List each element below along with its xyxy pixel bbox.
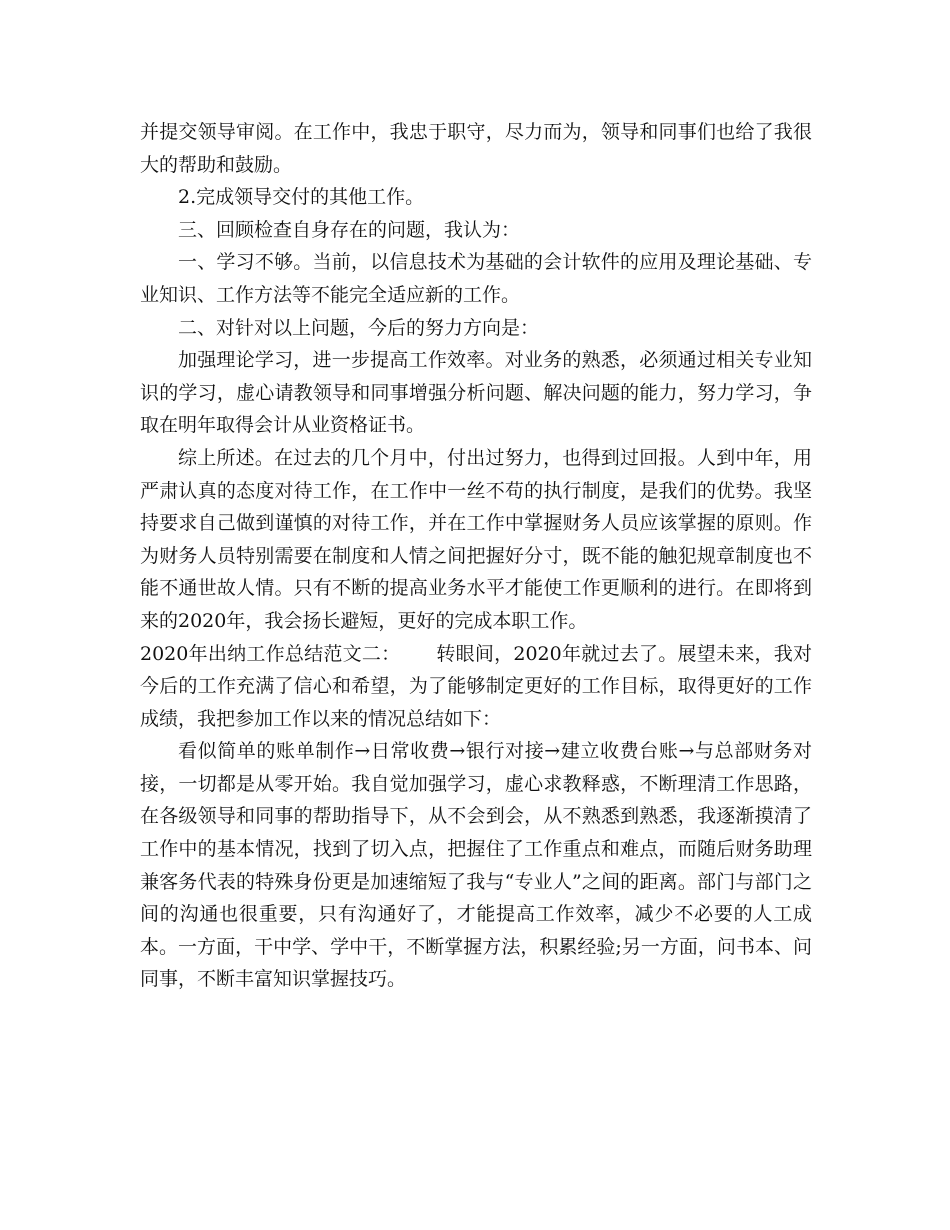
paragraph-4: 一、学习不够。当前，以信息技术为基础的会计软件的应用及理论基础、专业知识、工作方法等不能完全适应新的工作。 — [140, 251, 812, 306]
paragraph-2: 2.完成领导交付的其他工作。 — [178, 186, 425, 209]
section-2-heading: 2020年出纳工作总结范文二： — [140, 642, 401, 665]
paragraph-9: 看似简单的账单制作→日常收费→银行对接→建立收费台账→与总部财务对接，一切都是从零开始。我自觉加强学习，虚心求教释惑，不断理清工作思路，在各级领导和同事的帮助指导下，从不会到会，从不熟悉到熟悉，我逐渐摸清了工作中的基本情况，找到了切入点，把握住了工作重点和难点，而随后财务助理兼客务代表的特殊身份更是加速缩短了我与“专业人”之间的距离。部门与部门之间的沟通也很重要，只有沟通好了，才能提高工作效率，减少不必要的人工成本。一方面，干中学、学中干，不断掌握方法，积累经验;另一方面，问书本、问同事，不断丰富知识掌握技巧。 — [140, 740, 812, 991]
paragraph-6: 加强理论学习，进一步提高工作效率。对业务的熟悉，必须通过相关专业知识的学习，虚心请教领导和同事增强分析问题、解决问题的能力，努力学习，争取在明年取得会计从业资格证书。 — [140, 349, 812, 437]
paragraph-3: 三、回顾检查自身存在的问题，我认为： — [178, 218, 521, 241]
paragraph-5: 二、对针对以上问题，今后的努力方向是： — [178, 316, 540, 339]
section-2-paragraph — [140, 638, 812, 736]
document-body — [140, 116, 812, 996]
section-2-intro: 转眼间，2020年就过去了。展望未来，我对今后的工作充满了信心和希望，为了能够制定更好的工作目标，取得更好的工作成绩，我把参加工作以来的情况总结如下： — [140, 642, 812, 730]
paragraph-1: 并提交领导审阅。在工作中，我忠于职守，尽力而为，领导和同事们也给了我很大的帮助和鼓励。 — [140, 121, 812, 176]
paragraph-7: 综上所述。在过去的几个月中，付出过努力，也得到过回报。人到中年，用严肃认真的态度对待工作，在工作中一丝不苟的执行制度，是我们的优势。我坚持要求自己做到谨慎的对待工作，并在工作中掌握财务人员应该掌握的原则。作为财务人员特别需要在制度和人情之间把握好分寸，既不能的触犯规章制度也不能不通世故人情。只有不断的提高业务水平才能使工作更顺利的进行。在即将到来的2020年，我会扬长避短，更好的完成本职工作。 — [140, 446, 812, 632]
